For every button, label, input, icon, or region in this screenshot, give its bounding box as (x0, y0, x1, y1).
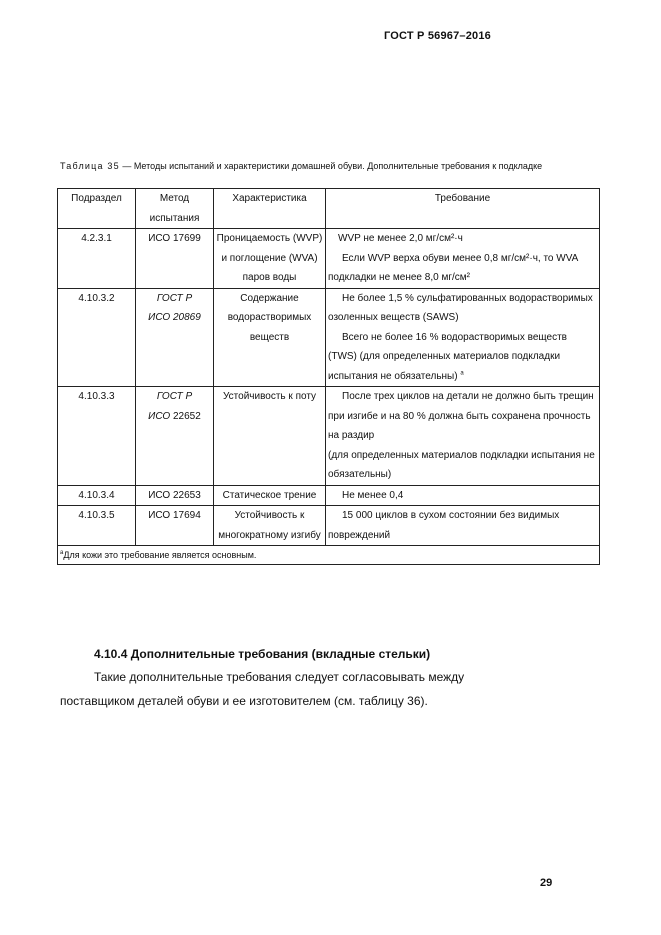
cell-characteristic: Статическое трение (214, 485, 326, 506)
cell-method (136, 288, 214, 387)
paragraph-line: поставщиком деталей обуви и ее изготовителем (см. таблицу 36). (60, 694, 428, 708)
method-number: 22652 (173, 410, 201, 422)
table-caption-number: Таблица 35 (60, 161, 120, 171)
section-paragraph (60, 665, 530, 713)
cell-subsection: 4.10.3.2 (58, 288, 136, 387)
table-row (58, 506, 600, 546)
cell-characteristic: Устойчивость к многократному изгибу (214, 506, 326, 546)
table-caption (60, 160, 580, 172)
cell-characteristic: Содержание водорастворимых веществ (214, 288, 326, 387)
table-row (58, 387, 600, 486)
table-footnote-row (58, 546, 600, 565)
page-number: 29 (540, 877, 553, 889)
footnote-mark: а (60, 550, 64, 556)
requirement-line (328, 328, 597, 387)
method-prefix: ИСО (148, 410, 171, 422)
cell-requirement (326, 506, 600, 546)
method-line: ГОСТ Р (156, 292, 193, 304)
header-test-method: Метод испытания (136, 189, 214, 229)
cell-requirement (326, 387, 600, 486)
cell-method: ИСО 17699 (136, 229, 214, 289)
requirement-line: 15 000 циклов в сухом состоянии без видимых повреждений (328, 510, 560, 541)
table-header-row (58, 189, 600, 229)
table-caption-title: Методы испытаний и характеристики домашней обуви. Дополнительные требования к подкладке (133, 161, 543, 171)
cell-requirement (326, 229, 600, 289)
cell-method: ИСО 22653 (136, 485, 214, 506)
cell-method: ИСО 17694 (136, 506, 214, 546)
table-caption-dash: — (119, 161, 134, 171)
method-line (138, 407, 211, 427)
section-heading: 4.10.4 Дополнительные требования (вкладные стельки) (94, 647, 431, 661)
requirement-line: Не менее 0,4 (342, 489, 404, 501)
cell-requirement (326, 288, 600, 387)
requirement-line: После трех циклов на детали не должно быть трещин при изгибе и на 80 % должна быть сохранена прочность на раздир (328, 391, 594, 441)
cell-characteristic: Устойчивость к поту (214, 387, 326, 486)
requirement-line: Не более 1,5 % сульфатированных водорастворимых озоленных веществ (SAWS) (328, 292, 593, 323)
table-row (58, 229, 600, 289)
table-row (58, 288, 600, 387)
requirement-text: Всего не более 16 % водорастворимых веществ (TWS) (для определенных материалов подкладки испытания не обязательны) (328, 331, 567, 382)
table-row (58, 485, 600, 506)
footnote-ref: а (460, 370, 464, 377)
cell-subsection: 4.2.3.1 (58, 229, 136, 289)
cell-requirement (326, 485, 600, 506)
footnote-text: Для кожи это требование является основным. (63, 550, 257, 560)
cell-subsection: 4.10.3.4 (58, 485, 136, 506)
header-requirement: Требование (326, 189, 600, 229)
document-code-header: ГОСТ Р 56967–2016 (383, 30, 491, 42)
requirement-line: (для определенных материалов подкладки испытания не обязательны) (328, 449, 595, 480)
method-line: ГОСТ Р (156, 391, 193, 402)
table-footnote (58, 546, 600, 565)
cell-subsection: 4.10.3.3 (58, 387, 136, 486)
requirement-line: Если WVP верха обуви менее 0,8 мг/см²·ч, то WVA подкладки не менее 8,0 мг/см² (328, 252, 578, 283)
method-line: ИСО 20869 (148, 312, 201, 323)
paragraph-line: Такие дополнительные требования следует согласовывать между (94, 670, 465, 684)
cell-subsection: 4.10.3.5 (58, 506, 136, 546)
requirement-line: WVP не менее 2,0 мг/см²·ч (338, 233, 463, 244)
header-subsection: Подраздел (58, 189, 136, 229)
requirements-table (57, 188, 600, 565)
header-characteristic: Характеристика (214, 189, 326, 229)
cell-method (136, 387, 214, 486)
cell-characteristic: Проницаемость (WVP) и поглощение (WVA) паров воды (214, 229, 326, 289)
